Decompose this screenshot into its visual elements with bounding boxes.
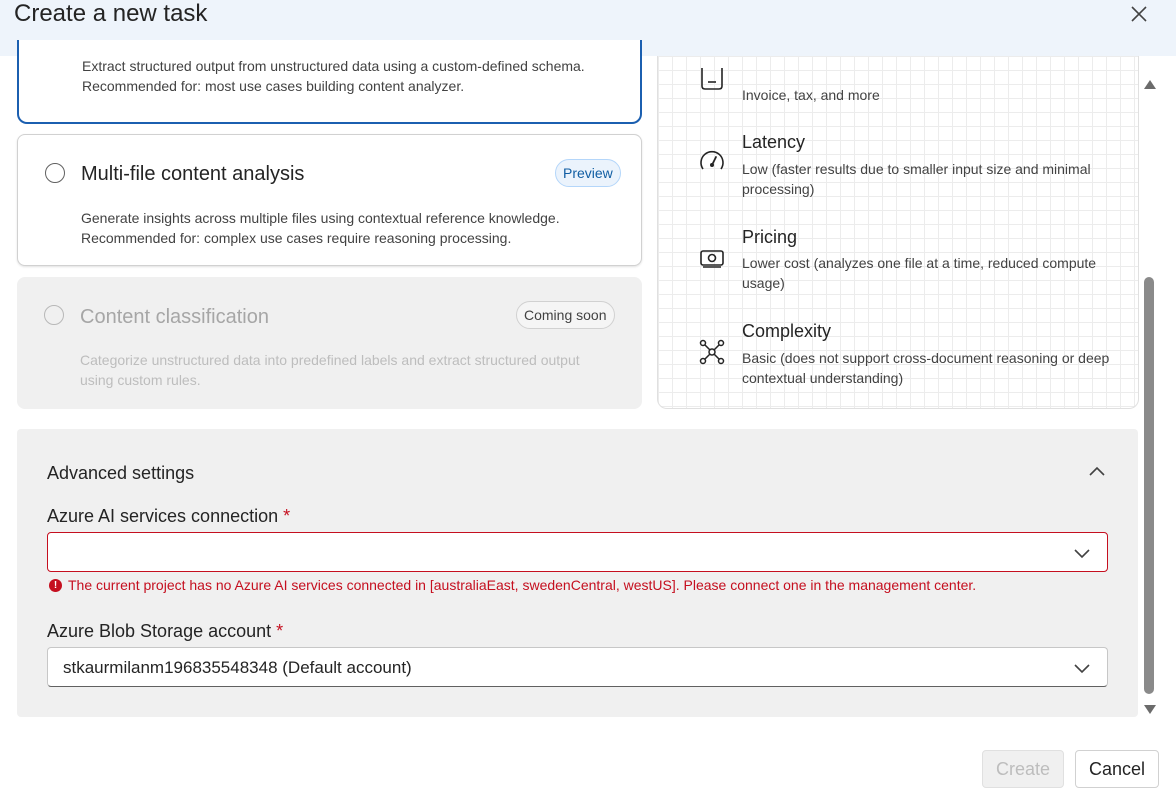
chevron-up-icon[interactable] [1088,465,1106,477]
multi-file-title: Multi-file content analysis [81,163,305,185]
blob-storage-value: stkaurmilanm196835548348 (Default account) [63,658,412,677]
multi-file-description: Generate insights across multiple files using contextual reference knowledge. Recommended for: complex use cases require reasoning processing. [81,210,560,246]
collapse-advanced-button[interactable] [1085,461,1109,481]
scroll-down-arrow-icon[interactable] [1144,705,1156,714]
ai-connection-error [49,575,976,595]
advanced-settings-title: Advanced settings [47,463,195,483]
task-details-panel [657,56,1139,409]
classification-radio [44,305,64,325]
preview-badge: Preview [555,159,621,187]
multi-file-radio[interactable] [45,163,65,183]
coming-soon-badge: Coming soon [516,301,615,329]
single-file-description: Extract structured output from unstructured data using a custom-defined schema. Recommended for: most use cases building content analyzer. [82,58,585,94]
required-asterisk: * [276,621,284,641]
cancel-button[interactable]: Cancel [1075,750,1159,788]
latency-title: Latency [742,132,806,152]
required-asterisk: * [283,506,291,526]
scroll-thumb[interactable] [1144,277,1154,694]
task-option-classification [17,277,642,409]
speedometer-icon [698,148,726,176]
chevron-down-icon [1073,660,1091,676]
advanced-settings-section [17,429,1138,717]
blob-storage-label: Azure Blob Storage account * [47,621,284,641]
create-button[interactable]: Create [982,750,1064,788]
document-scan-icon [698,66,726,92]
dialog-title: Create a new task [14,0,208,27]
blob-storage-dropdown[interactable] [47,647,1108,687]
close-button[interactable] [1124,0,1154,28]
network-icon [698,338,726,366]
vertical-scrollbar[interactable] [1142,80,1156,716]
complexity-title: Complexity [742,321,832,341]
task-option-multi-file[interactable] [17,134,642,266]
ai-connection-label: Azure AI services connection * [47,506,291,526]
pricing-description: Lower cost (analyzes one file at a time, reduced compute usage) [742,255,1097,291]
ai-connection-dropdown[interactable] [47,532,1108,572]
money-icon [698,244,726,272]
classification-title: Content classification [80,306,269,328]
pricing-title: Pricing [742,227,798,247]
document-types-text: Invoice, tax, and more [742,87,880,103]
chevron-down-icon [1073,545,1091,561]
classification-description: Categorize unstructured data into predefined labels and extract structured output using custom rules. [80,352,580,388]
complexity-description: Basic (does not support cross-document reasoning or deep contextual understanding) [742,350,1110,386]
latency-description: Low (faster results due to smaller input size and minimal processing) [742,161,1091,197]
error-message: The current project has no Azure AI services connected in [australiaEast, swedenCentral, westUS]. Please connect one in the management center. [68,577,977,593]
task-option-single-file[interactable] [17,40,642,124]
scroll-up-arrow-icon[interactable] [1144,80,1156,89]
close-icon[interactable] [1130,5,1148,23]
error-icon: ! [49,579,62,592]
